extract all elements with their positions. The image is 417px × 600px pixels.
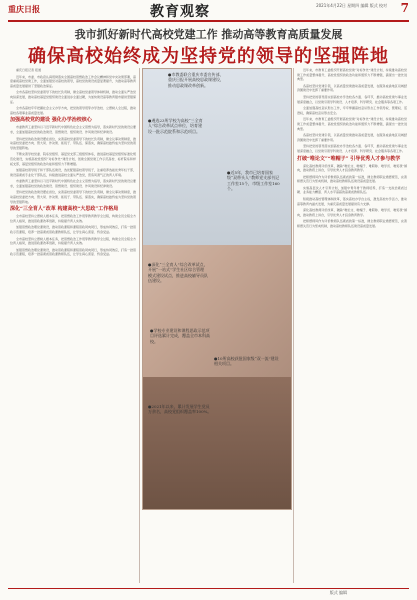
campus-photo (142, 68, 292, 510)
subheadline: 我市抓好新时代高校党建工作 推动高等教育高质量发展 (74, 28, 343, 41)
right-paragraph: 全面加强高校意识形态工作，牢牢掌握高校意识形态工作领导权、管理权、话语权，确保高校意识形态安全。 (297, 106, 407, 115)
right-section-paragraph: 积极推动高校管理体制改革，落实高校办学自主权，激发高校办学活力，推动高等教育内涵式发展，为重庆高质量发展提供有力支撑。 (297, 197, 407, 206)
left-column (10, 68, 136, 583)
right-section-paragraph: 把师德师风作为评价教师队伍素质的第一标准，健全教师职业道德规范，完善师德失范行为惩戒机制，推动高校教师队伍建设高质量发展。 (297, 219, 407, 229)
section1-paragraph: 不断完善学校党委、院系党组织、基层党支部三级组织体系，推进高校基层党组织标准化规范化建设，实施高校党组织“对标争先”建设计划，创建全国党建工作示范高校、标杆院系和样板支部，基层党组织的政治功能和组织力不断增强。 (10, 152, 136, 166)
right-column (297, 68, 407, 583)
section1-title: 加强高校党的建设 强化办学治校核心 (10, 117, 92, 124)
right-section-paragraph: 实施高层次人才引育计划，加强中青年骨干教师培养，打造一支政治素质过硬、业务能力精湛、育人水平高超的高素质教师队伍。 (297, 185, 407, 195)
section-title: 教育观察 (150, 4, 210, 20)
section2-paragraph: 加强思想政治理论课建设，推动思政课程和课程思政同向同行，形成协同效应，打造一批思政示范课程，培养一批高素质思政课教师队伍，让学生真心喜爱、终身受益。 (10, 247, 136, 257)
right-paragraph: 近年来，市教育工委组织开展高校党建“对标争先”建设计划，持续推动高校党建工作质量整体提升，高校党组织的政治功能和组织力不断增强，涌现出一批先进典型。 (297, 117, 407, 131)
editor-credit: 版式 编辑 (329, 590, 347, 595)
section1-paragraph: 加强高校领导班子和干部队伍建设，选优配强高校领导班子，注重培养选拔优秀年轻干部，建设高素质专业化干部队伍，持续推进高校全面从严治党，营造风清气正的育人环境。 (10, 168, 136, 177)
masthead-logo: 重庆日报 (8, 4, 40, 14)
mid-item: ●2021年以来，累计发展学生党员万余名，高校党组织覆盖率100%。 (148, 404, 212, 415)
right-section-title: 打破“唯论文”“唯帽子” 引导优秀人才参与教学 (297, 155, 401, 162)
section1-paragraph: 市委教育工委坚持以习近平新时代中国特色社会主义思想为指导，落实新时代党的建设总要求，全面加强高校党的政治建设、思想建设、组织建设、作风建设和纪律建设。 (10, 125, 136, 134)
right-section-paragraph: 深化高校教师评价改革，破除“唯论文、唯帽子、唯职称、唯学历、唯奖项”倾向，推动教授上讲台，引导优秀人才投身教育教学。 (297, 163, 407, 173)
headline: 确保高校始终成为坚持党的领导的坚强阵地 (28, 46, 389, 67)
section2-title: 深化“三全育人”改革 构建高校“大思政”工作格局 (10, 206, 119, 213)
intro-paragraph: 近年来，市委、市政府认真贯彻落实全国高校思想政治工作会议精神和党中央决策部署，高度重视高校党建工作，全面加强党对高校的领导，高校党的建设质量显著提升，为推动高等教育高质量发展提供了坚强政治保证。 (10, 74, 136, 88)
intro-paragraph: 全市各高校牢牢把握社会主义办学方向，把党的领导贯穿办学治校、立德树人全过程，推动高校各项事业高质量发展。 (10, 106, 136, 115)
section1-paragraph: 坚持把党的政治建设摆在首位，完善高校党委领导下的校长负责制，健全议事决策制度，推动高校党委把方向、管大局、作决策、抓班子、带队伍、保落实，确保高校始终成为坚持党的领导的坚强阵地。 (10, 136, 136, 150)
page-number: 7 (400, 1, 409, 15)
section2-paragraph: 全市高校坚持立德树人根本任务，把思想政治工作贯穿教育教学全过程，构建全员全程全方位育人格局，推进思政课改革创新，持续提升育人实效。 (10, 214, 136, 223)
right-paragraph: 坚持把党的领导落实到高校办学治校各方面、各环节，推动高校党建与事业发展深度融合，以党建引领学科建设、人才培养、科学研究、社会服务等各项工作。 (297, 94, 407, 104)
mid-item: ●学校专业建设和课程思政示范项目评选累计完成，覆盖全市本科高校。 (150, 328, 210, 344)
date-line: 2021年4月22日 星期四 编辑 版式 校对 (316, 3, 387, 8)
intro-paragraph: 重庆日报记者 报道 (16, 68, 41, 72)
right-section-paragraph: 深化高校教师评价改革，破除“唯论文、唯帽子、唯职称、唯学历、唯奖项”倾向，推动教授上讲台，引导优秀人才投身教育教学。 (297, 208, 407, 217)
right-paragraph: 坚持把党的领导落实到高校办学治校各方面、各环节，推动高校党建与事业发展深度融合，以党建引领学科建设、人才培养、科学研究、社会服务等各项工作。 (297, 144, 407, 153)
intro-paragraph: 全市各高校坚持党委领导下的校长负责制，健全高校党委领导体制机制，推动全面从严治党向纵深发展，推动高校基层党组织建设全面进步全面过硬，为加快建设高等教育强市提供坚强保证。 (10, 90, 136, 104)
mid-item: ●遴选23所学校为高校“三全育人”综合改革试点单位，培育建设一批示范院系和示范项目。 (148, 118, 203, 134)
section1-paragraph: 坚持把党的政治建设摆在首位，完善高校党委领导下的校长负责制，健全议事决策制度，推动高校党委把方向、管大局、作决策、抓班子、带队伍、保落实，确保高校始终成为坚持党的领导的坚强阵地。 (10, 190, 136, 204)
section1-paragraph: 市委教育工委坚持以习近平新时代中国特色社会主义思想为指导，落实新时代党的建设总要求，全面加强高校党的政治建设、思想建设、组织建设、作风建设和纪律建设。 (10, 179, 136, 188)
section2-paragraph: 全市高校坚持立德树人根本任务，把思想政治工作贯穿教育教学全过程，构建全员全程全方位育人格局，推进思政课改革创新，持续提升育人实效。 (10, 236, 136, 246)
mid-item: ●10所高校获批国家级“双一流”建设相关项目。 (214, 356, 279, 367)
section2-paragraph: 加强思想政治理论课建设，推动思政课程和课程思政同向同行，形成协同效应，打造一批思政示范课程，培养一批高素质思政课教师队伍，让学生真心喜爱、终身受益。 (10, 225, 136, 235)
bottom-rule (8, 588, 409, 589)
column-divider (139, 68, 140, 583)
right-paragraph: 近年来，市教育工委组织开展高校党建“对标争先”建设计划，持续推动高校党建工作质量整体提升，高校党组织的政治功能和组织力不断增强，涌现出一批先进典型。 (297, 68, 407, 82)
mid-item: ●近5年，我市已培育国家级“双带头人”教师党支部书记工作室15个，市级工作室160个。 (227, 170, 280, 191)
mid-item: ●深化“三全育人”综合改革试点，开展“一站式”学生社区综合管理模式建设试点，推进高校辅导员队伍建设。 (148, 262, 208, 283)
top-rule (8, 20, 409, 22)
right-paragraph: 各高校坚持党建引领，以高质量党建推动高质量发展，在服务成渝地区双城经济圈建设中发挥了重要作用。 (297, 83, 407, 93)
mid-item: ●市教委联合重庆市委宣传部、重庆日报开展高校思政课建设，推动思政课改革创新。 (168, 72, 224, 88)
column-divider (293, 68, 294, 583)
right-paragraph: 各高校坚持党建引领，以高质量党建推动高质量发展，在服务成渝地区双城经济圈建设中发挥了重要作用。 (297, 133, 407, 142)
right-section-paragraph: 把师德师风作为评价教师队伍素质的第一标准，健全教师职业道德规范，完善师德失范行为惩戒机制，推动高校教师队伍建设高质量发展。 (297, 174, 407, 184)
